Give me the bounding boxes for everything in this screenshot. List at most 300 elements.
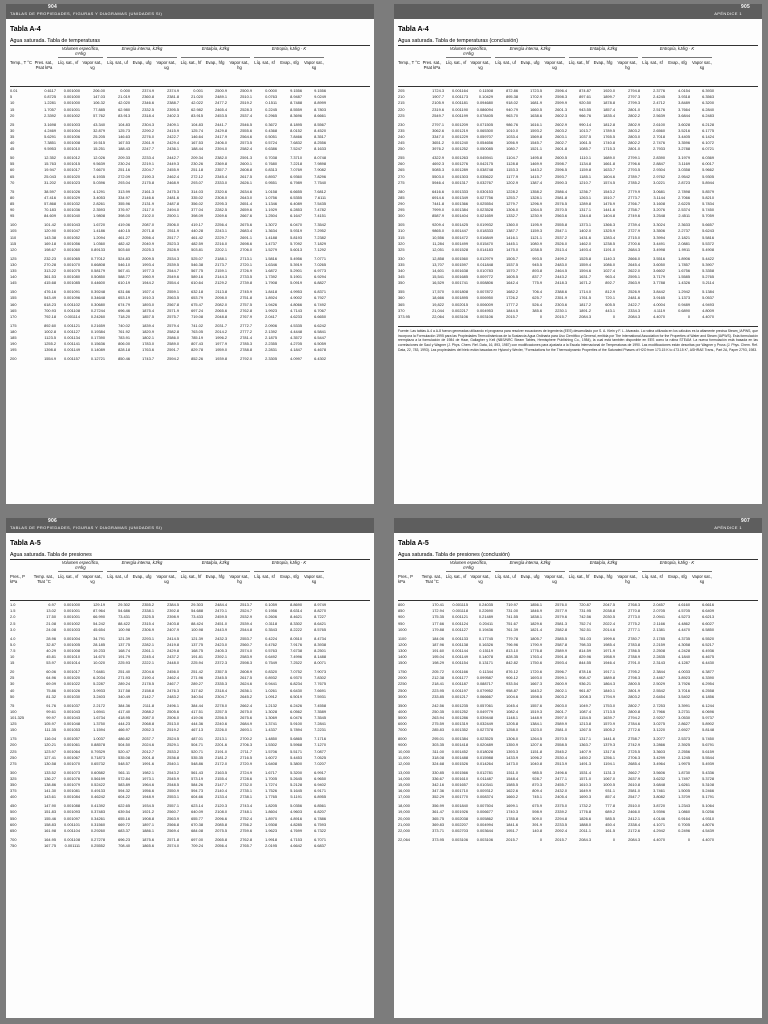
table-cell: 0.1956 xyxy=(265,608,277,614)
table-cell: 5.9737 xyxy=(702,714,714,720)
table-cell: 0.001040 xyxy=(63,213,80,219)
table-cell: 0.001926 xyxy=(451,809,468,815)
table-cell: 2645.2 xyxy=(240,693,252,699)
table-cell: 0.13171 xyxy=(478,660,493,666)
table-cell: 195 xyxy=(10,347,17,353)
table-cell: 2777.2 xyxy=(240,328,252,334)
table-cell: 0.001286 xyxy=(451,714,468,720)
table-cell: 2768.3 xyxy=(628,602,640,607)
table-cell: 2772.7 xyxy=(240,322,252,328)
table-cell: 3.5516 xyxy=(653,255,665,261)
table-cell: 45.81 xyxy=(46,654,56,660)
table-cell: 177.66 xyxy=(432,620,444,626)
table-cell: 6.4936 xyxy=(702,647,714,653)
table-cell: 60.06 xyxy=(46,669,56,675)
table-cell: 7999.0 xyxy=(432,207,444,213)
table-cell: 2765.7 xyxy=(240,842,252,848)
table-cell: 7.5931 xyxy=(314,693,326,699)
table-cell: 0.71873 xyxy=(90,754,105,760)
table-cell: 215 xyxy=(398,100,405,106)
table-cell: 1253.7 xyxy=(506,194,518,200)
table-cell: 32.879 xyxy=(93,127,105,133)
table-cell: 2219.1 xyxy=(142,161,154,167)
table-cell: 99.97 xyxy=(46,714,56,720)
table-cell: 2398.9 xyxy=(167,614,179,620)
table-cell: 8.5559 xyxy=(290,106,302,112)
table-cell: 0.27244 xyxy=(90,307,105,313)
table-cell: 3.9396 xyxy=(653,809,665,815)
table-cell: 0.001472 xyxy=(451,234,468,240)
table-cell: 2233.4 xyxy=(142,155,154,161)
table-cell: 2.3844 xyxy=(653,669,665,675)
table-cell: 8.2222 xyxy=(290,626,302,632)
table-cell: 2762.8 xyxy=(240,307,252,313)
table-cell: 120 xyxy=(10,246,17,252)
table-cell: 3.7926 xyxy=(678,681,690,687)
table-cell: 0.2496 xyxy=(678,827,690,833)
table-cell: 1033.4 xyxy=(506,133,518,139)
table-subtitle: Agua saturada. Tabla de presiones (conclusión) xyxy=(398,552,510,558)
table-cell: 370 xyxy=(398,307,405,313)
table-cell: 2.0 xyxy=(10,614,16,620)
table-cell: 352.29 xyxy=(432,794,444,800)
table-cell: 1.4186 xyxy=(93,228,105,234)
table-cell: 1.2343 xyxy=(678,803,690,809)
table-cell: 0.001008 xyxy=(63,647,80,653)
table-cell: 64.96 xyxy=(46,675,56,681)
table-cell: 2583.9 xyxy=(240,654,252,660)
table-cell: 0.6890 xyxy=(678,307,690,313)
table-cell: 2084.3 xyxy=(579,313,591,319)
column-header: Evap., hfg xyxy=(593,60,613,65)
table-row xyxy=(10,180,370,186)
table-cell: 398.09 xyxy=(191,213,203,219)
table-cell: 2282.1 xyxy=(142,641,154,647)
column-header: Líq. sat., uf xyxy=(107,574,128,579)
table-cell: 5.4453 xyxy=(290,754,302,760)
table-cell: 2802.2 xyxy=(628,140,640,146)
table-cell: 503.81 xyxy=(191,246,203,252)
table-cell: 2.7066 xyxy=(678,194,690,200)
table-cell: 918.02 xyxy=(506,100,518,106)
table-cell: 0.012781 xyxy=(476,769,493,775)
table-cell: 4.8916 xyxy=(290,815,302,821)
table-cell: 5.0 xyxy=(10,641,16,647)
table-cell: 150 xyxy=(10,289,17,295)
table-cell: 0.027756 xyxy=(476,194,493,200)
table-cell: 2464.5 xyxy=(555,268,567,274)
table-cell: 1283.4 xyxy=(603,234,615,240)
table-cell: 3.7664 xyxy=(678,106,690,112)
table-cell: 0.001217 xyxy=(451,693,468,699)
table-cell: 8.1895 xyxy=(290,121,302,127)
table-cell: 2014.6 xyxy=(603,626,615,632)
table-cell: 2711.7 xyxy=(240,748,252,754)
table-cell: 900 xyxy=(398,614,405,620)
table-cell: 1213.8 xyxy=(579,721,591,727)
table-cell: 1.5302 xyxy=(265,742,277,748)
table-cell: 2098.0 xyxy=(215,295,227,301)
table-cell: 325 xyxy=(398,246,405,252)
table-cell: 2.3633 xyxy=(678,222,690,228)
table-cell: 842.82 xyxy=(506,660,518,666)
table-cell: 2788.9 xyxy=(628,654,640,660)
table-cell: 461.27 xyxy=(118,234,130,240)
table-cell: 1971.9 xyxy=(603,647,615,653)
table-cell: 5.7834 xyxy=(702,200,714,206)
table-cell: 0.3672 xyxy=(265,121,277,127)
table-cell: 4.8285 xyxy=(290,821,302,827)
table-cell: 719.08 xyxy=(191,313,203,319)
table-cell: 10.020 xyxy=(93,660,105,666)
table-cell: 696.23 xyxy=(118,836,130,842)
column-header: Vapor sat., hg xyxy=(617,574,638,584)
table-cell: 32.87 xyxy=(46,641,56,647)
table-cell: 0.001053 xyxy=(63,727,80,733)
table-cell: 1476.9 xyxy=(603,200,615,206)
table-cell: 2.9762 xyxy=(653,173,665,179)
table-cell: 240 xyxy=(398,133,405,139)
table-cell: 2691.1 xyxy=(240,234,252,240)
table-cell: 2684.9 xyxy=(240,721,252,727)
table-cell: 548.86 xyxy=(191,760,203,766)
table-cell: 1690.3 xyxy=(579,794,591,800)
column-group-vol: Volumen específico, m³/kg xyxy=(449,560,488,570)
column-header: Líq. sat., hf xyxy=(180,574,202,579)
table-cell: 361.53 xyxy=(44,274,56,280)
table-cell: 245 xyxy=(398,140,405,146)
table-cell: 184.06 xyxy=(432,635,444,641)
table-cell: 0.001026 xyxy=(63,188,80,194)
table-cell: 1416.1 xyxy=(506,234,518,240)
running-title: TABLAS DE PROPIEDADES, FIGURAS Y DIAGRAMAS (UNIDADES SI) xyxy=(10,11,163,16)
table-cell: 2052.3 xyxy=(142,727,154,733)
page-number: 904 xyxy=(48,4,57,10)
table-cell: 2528.3 xyxy=(240,106,252,112)
table-cell: 1875.6 xyxy=(142,836,154,842)
table-cell: 100.98 xyxy=(118,626,130,632)
table-cell: 50 xyxy=(10,155,15,161)
table-cell: 4.7699 xyxy=(290,827,302,833)
table-cell: 1.6408 xyxy=(265,760,277,766)
table-cell: 0.001001 xyxy=(63,614,80,620)
table-cell: 1604.6 xyxy=(603,173,615,179)
table-cell: 1977.3 xyxy=(142,268,154,274)
table-cell: 2517.7 xyxy=(167,234,179,240)
table-cell: 7.0771 xyxy=(314,255,326,261)
table-cell: 7.4558 xyxy=(314,702,326,708)
table-cell: 1.8924 xyxy=(265,295,277,301)
table-cell: 0.001084 xyxy=(63,794,80,800)
table-cell: 270.28 xyxy=(44,261,56,267)
table-cell: 1140.3 xyxy=(603,255,615,261)
table-cell: 585.5 xyxy=(605,815,615,821)
table-cell: 598.9 xyxy=(532,809,542,815)
table-cell: 6.7071 xyxy=(314,836,326,842)
table-cell: 0.19384 xyxy=(90,328,105,334)
table-cell: 2.0941 xyxy=(653,614,665,620)
table-cell: 1.5585 xyxy=(678,274,690,280)
table-cell: 1569.8 xyxy=(530,133,542,139)
table-cell: 0.009312 xyxy=(476,788,493,794)
table-cell: 1.6872 xyxy=(265,268,277,274)
table-cell: 2799.3 xyxy=(628,100,640,106)
table-cell: 191.79 xyxy=(118,654,130,660)
table-cell: 2470.1 xyxy=(215,608,227,614)
table-cell: 104.83 xyxy=(118,121,130,127)
table-cell: 0.001133 xyxy=(452,635,468,641)
table-cell: 0.078405 xyxy=(476,112,493,118)
table-cell: 2422.7 xyxy=(628,301,640,307)
table-cell: 1.3634 xyxy=(265,228,277,234)
table-cell: 2318.4 xyxy=(142,112,154,118)
table-cell: 844.55 xyxy=(579,660,591,666)
table-cell: 2467.7 xyxy=(167,681,179,687)
column-header: Vapor sat., ug xyxy=(544,574,565,584)
table-cell: 4.0033 xyxy=(678,669,690,675)
table-cell: 8000 xyxy=(398,736,407,742)
table-cell: 5000 xyxy=(398,714,407,720)
table-cell: 7.5435 xyxy=(314,200,326,206)
table-cell: 116.04 xyxy=(44,736,56,742)
table-cell: 1.7908 xyxy=(265,280,277,286)
column-header: Líq. sat., uf xyxy=(495,574,516,579)
table-cell: 300 xyxy=(10,769,17,775)
table-cell: 0.58179 xyxy=(90,268,105,274)
table-cell: 2295.3 xyxy=(215,200,227,206)
table-cell: 5.9319 xyxy=(290,228,302,234)
table-cell: 486.82 xyxy=(118,736,130,742)
table-cell: 1805.7 xyxy=(530,635,542,641)
table-row xyxy=(398,280,758,286)
table-cell: 1511.0 xyxy=(506,769,518,775)
table-cell: 191.81 xyxy=(191,654,203,660)
table-cell: 535.08 xyxy=(118,754,130,760)
table-cell: 2569.4 xyxy=(167,827,179,833)
table-cell: 520.47 xyxy=(118,748,130,754)
table-cell: 0.001219 xyxy=(451,127,468,133)
table-cell: 1982.1 xyxy=(142,769,154,775)
table-cell: 28.96 xyxy=(46,635,56,641)
table-cell: 0.001015 xyxy=(63,161,80,167)
table-cell: 0.001425 xyxy=(451,222,468,228)
table-cell: 1689.0 xyxy=(603,155,615,161)
table-cell: 1379.3 xyxy=(603,742,615,748)
table-cell: 19.233 xyxy=(93,647,105,653)
table-cell: 2056.4 xyxy=(215,842,227,848)
table-cell: 675.47 xyxy=(191,301,203,307)
table-cell: 5.2128 xyxy=(290,782,302,788)
table-cell: 1296.9 xyxy=(530,200,542,206)
table-cell: 127.41 xyxy=(44,754,56,760)
table-cell: 1548.4 xyxy=(506,775,518,781)
table-cell: 3.1979 xyxy=(678,155,690,161)
table-cell: 3.5402 xyxy=(678,693,690,699)
table-cell: 0.001070 xyxy=(63,261,80,267)
table-cell: 2617.5 xyxy=(240,675,252,681)
table-cell: 5.2466 xyxy=(702,788,714,794)
table-cell: 1002.8 xyxy=(44,328,56,334)
table-cell: 2304.3 xyxy=(142,121,154,127)
table-cell: 1153.3 xyxy=(506,167,518,173)
group-rule xyxy=(446,57,491,58)
table-cell: 2.5374 xyxy=(678,207,690,213)
table-cell: 0.5763 xyxy=(265,647,277,653)
table-cell: 1785.8 xyxy=(506,815,518,821)
column-header: Evap., ufg xyxy=(132,574,152,579)
table-cell: 1207.6 xyxy=(530,742,542,748)
table-cell: 2040.9 xyxy=(142,240,154,246)
table-cell: 6.0696 xyxy=(702,708,714,714)
table-cell: 5.6657 xyxy=(702,222,714,228)
table-cell: 1610.3 xyxy=(579,782,591,788)
table-cell: 1013.7 xyxy=(579,127,591,133)
table-cell: 0.50850 xyxy=(90,274,105,280)
table-cell: 2306.9 xyxy=(142,626,154,632)
table-cell: 1154.5 xyxy=(579,714,591,720)
table-cell: 2513.9 xyxy=(555,760,567,766)
table-cell: 2801.9 xyxy=(628,687,640,693)
table-cell: 4.4070 xyxy=(653,313,665,319)
table-cell: 2544.8 xyxy=(240,626,252,632)
table-cell: 1973.1 xyxy=(142,775,154,781)
table-cell: 340.54 xyxy=(191,693,203,699)
table-cell: 2085.8 xyxy=(215,821,227,827)
table-cell: 0.29260 xyxy=(90,827,105,833)
table-cell: 985.5 xyxy=(532,769,542,775)
table-cell: 2603.0 xyxy=(555,702,567,708)
table-cell: 1027.4 xyxy=(603,268,615,274)
table-cell: 0.001610 xyxy=(451,775,468,781)
table-cell: 0.099587 xyxy=(476,675,493,681)
table-cell: 3651.2 xyxy=(432,140,444,146)
table-cell: 3.0530 xyxy=(678,714,690,720)
table-cell: 8.7227 xyxy=(314,614,326,620)
column-header: Líq. sat., sf xyxy=(642,574,663,579)
table-cell: 0.52422 xyxy=(90,782,105,788)
table-cell: 3.1169 xyxy=(678,161,690,167)
table-cell: 2257.5 xyxy=(215,708,227,714)
table-cell: 2576.0 xyxy=(555,602,567,607)
column-header: Líq. sat., hf xyxy=(568,60,590,65)
table-cell: 1521.1 xyxy=(530,146,542,152)
table-cell: 6.8955 xyxy=(314,794,326,800)
table-cell: 2526.9 xyxy=(628,289,640,295)
table-cell: 2739.4 xyxy=(628,222,640,228)
table-cell: 0.006009 xyxy=(476,301,493,307)
table-cell: 8.7803 xyxy=(314,106,326,112)
table-cell: 6.5520 xyxy=(702,635,714,641)
table-cell: 1934.5 xyxy=(142,803,154,809)
table-cell: 225.94 xyxy=(191,660,203,666)
table-cell: 2728.6 xyxy=(240,775,252,781)
table-cell: 2065.8 xyxy=(215,836,227,842)
table-cell: 2025.3 xyxy=(142,246,154,252)
table-cell: 2415.9 xyxy=(167,127,179,133)
table-cell: 1812.8 xyxy=(603,121,615,127)
table-cell: 2.1381 xyxy=(653,626,665,632)
table-cell: 30 xyxy=(10,127,15,133)
table-cell: 2797.1 xyxy=(432,121,444,127)
table-cell: 1920.0 xyxy=(603,88,615,93)
table-cell: 0.011848 xyxy=(477,261,493,267)
table-cell: 2706.0 xyxy=(240,246,252,252)
table-cell: 2789.7 xyxy=(628,173,640,179)
table-cell: 6.2853 xyxy=(290,207,302,213)
table-cell: 2748.1 xyxy=(240,809,252,815)
table-cell: 180 xyxy=(10,328,17,334)
table-cell: 1574.5 xyxy=(603,179,615,185)
table-cell: 2496.1 xyxy=(167,702,179,708)
table-cell: 3500 xyxy=(398,702,407,708)
table-cell: 1080.7 xyxy=(506,146,518,152)
table-cell: 4.6160 xyxy=(678,602,690,607)
table-cell: 0.01 xyxy=(10,88,18,93)
table-cell: 5.9305 xyxy=(702,173,714,179)
table-cell: 2.0195 xyxy=(265,842,277,848)
table-cell: 2549.6 xyxy=(167,274,179,280)
table-cell: 0.001000 xyxy=(63,88,80,93)
table-cell: 2.9207 xyxy=(653,714,665,720)
table-cell: 2466.0 xyxy=(628,809,640,815)
table-cell: 1838.1 xyxy=(530,614,542,620)
table-cell: 1.5279 xyxy=(265,246,277,252)
table-cell: 2589.9 xyxy=(555,721,567,727)
table-cell: 1038.5 xyxy=(530,246,542,252)
table-cell: 1543.2 xyxy=(603,188,615,194)
table-cell: 5.5968 xyxy=(290,742,302,748)
table-cell: 1999.6 xyxy=(603,635,615,641)
table-cell: 2082.0 xyxy=(215,301,227,307)
table-cell: 146.63 xyxy=(118,133,130,139)
table-cell: 1740.8 xyxy=(603,140,615,146)
table-cell: 0.3118 xyxy=(265,620,277,626)
table-cell: 1431.6 xyxy=(579,234,591,240)
table-cell: 167.75 xyxy=(44,842,56,848)
table-cell: 1.4337 xyxy=(265,727,277,733)
table-cell: 1715.3 xyxy=(603,146,615,152)
table-cell: 2084.3 xyxy=(579,836,591,842)
table-cell: 0.007504 xyxy=(476,803,493,809)
table-cell: 6.5447 xyxy=(314,335,326,341)
table-cell: 0.001070 xyxy=(63,760,80,766)
table-cell: 137.75 xyxy=(118,641,130,647)
table-cell: 2129.2 xyxy=(215,280,227,286)
table-cell: 0.001102 xyxy=(64,301,80,307)
table-cell: 2801.0 xyxy=(628,146,640,152)
table-cell: 2.6225 xyxy=(678,200,690,206)
table-cell: 0.001052 xyxy=(63,234,80,240)
table-cell: 2405.4 xyxy=(555,794,567,800)
column-header: Temp., T °C xyxy=(10,60,32,65)
table-row xyxy=(10,794,370,800)
table-cell: 0.001121 xyxy=(452,614,468,620)
table-cell: 0.010783 xyxy=(476,268,493,274)
table-cell: 961.87 xyxy=(579,687,591,693)
table-cell: 2102.0 xyxy=(142,213,154,219)
table-cell: 963.4 xyxy=(605,274,615,280)
table-cell: 2547.7 xyxy=(628,794,640,800)
table-cell: 0.22690 xyxy=(478,608,493,614)
table-cell: 0.46242 xyxy=(90,794,105,800)
table-cell: 0.001173 xyxy=(452,94,468,100)
table-cell: 2800.8 xyxy=(628,708,640,714)
table-cell: 2087.0 xyxy=(142,714,154,720)
table-cell: 1.7526 xyxy=(265,788,277,794)
table-cell: 6.8234 xyxy=(290,681,302,687)
table-cell: 2581.8 xyxy=(555,194,567,200)
table-cell: 12,858 xyxy=(432,255,444,261)
